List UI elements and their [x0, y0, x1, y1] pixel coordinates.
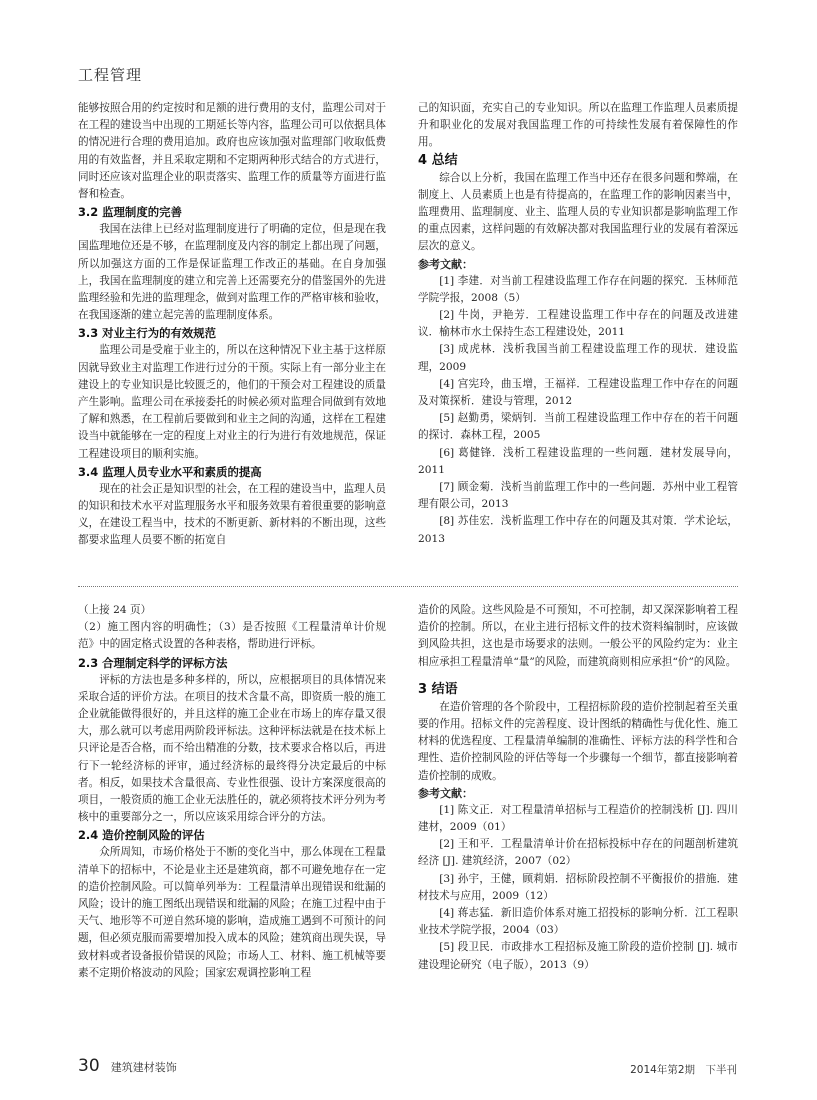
reference-item: [1] 李建．对当前工程建设监理工作存在问题的探究．玉林师范学院学报，2008（5） — [418, 274, 738, 304]
paragraph: 评标的方法也是多种多样的，所以，应根据项目的具体情况来采取合适的评价方法。在项目的技术含量不高，即资质一般的施工企业就能做得很好的，并且这样的施工企业在市场上的库存量又很大，那么就可以考虑用两阶段评标法。这种评标法就是在技术标上只评论是否合格，而不给出精准的分数，技术要求合格以后，再进行下一轮经济标的评审，通过经济标的最终得分决定最后的中标者。相反，如果技术含量很高、专业性很强、设计方案深度很高的项目，一般资质的施工企业无法胜任的，就必须将技术评分列为考核中的重要部分之一，所以应该采用综合评分的方法。 — [78, 673, 386, 824]
paragraph: 造价的风险。这些风险是不可预知，不可控制，却又深深影响着工程造价的控制。所以，在业主进行招标文件的技术资料编制时，应该做到风险共担，这也是市场要求的法则。一般公平的风险约定为：业主相应承担工程量清单“量”的风险，而建筑商则相应承担“价”的风险。 — [418, 604, 738, 668]
paragraph: 在造价管理的各个阶段中，工程招标阶段的造价控制起着至关重要的作用。招标文件的完善程度、设计图纸的精确性与优化性、施工材料的优选程度、工程量清单编制的准确性、评标方法的科学性和合理性、造价控制风险的评估等每一个步骤每一个细节，都直接影响着造价控制的成败。 — [418, 700, 738, 782]
section-heading-3-2: 3.2 监理制度的完善 — [78, 205, 182, 220]
page-number: 30 — [78, 1056, 100, 1076]
lower-left-column — [78, 602, 386, 982]
reference-item: [7] 顾金菊．浅析当前监理工作中的一些问题．苏州中业工程管理有限公司，2013 — [418, 481, 738, 511]
section-heading-3-4: 3.4 监理人员专业水平和素质的提高 — [78, 464, 262, 479]
continuation-note: （上接 24 页） — [78, 604, 152, 616]
paragraph: 监理公司是受雇于业主的，所以在这种情况下业主基于这样原因就导致业主对监理工作进行过分的干预。实际上有一部分业主在建设上的专业知识是比较匮乏的，他们的干预会对工程建设的质量产生影响。监理公司在承接委托的时候必须对监理合同做到有效地了解和熟悉，在工程前后要做到和业主之间的沟通，这样在工程建设当中就能够在一定的程度上对业主的行为进行有效地规范，保证工程建设项目的顺利实施。 — [78, 344, 386, 460]
reference-item: [5] 段卫民．市政排水工程招标及施工阶段的造价控制 [J]. 城市建设理论研究（电子版），2013（9） — [418, 941, 738, 971]
footer-left — [78, 1056, 177, 1076]
reference-item: [3] 成虎林．浅析我国当前工程建设监理工作的现状．建设监理，2009 — [418, 343, 738, 373]
reference-item: [6] 葛健锋．浅析工程建设监理的一些问题．建材发展导向，2011 — [418, 446, 738, 476]
reference-item: [4] 宫宪玲，曲玉增，王福祥．工程建设监理工作中存在的问题及对策探析．建设与管理，2012 — [418, 377, 738, 408]
journal-name: 建筑建材装饰 — [110, 1061, 177, 1074]
paragraph: 我国在法律上已经对监理制度进行了明确的定位，但是现在我国监理地位还是不够，在监理制度及内容的制定上都出现了问题，所以加强这方面的工作是保证监理工作改正的基础。在自身加强上，我国在监理制度的建立和完善上还需要充分的借鉴国外的先进监理经验和先进的监理理念，做到对监理工作的严格审核和验收，在我国逐渐的建立起完善的监理制度体系。 — [78, 223, 386, 322]
paragraph: 己的知识面，充实自己的专业知识。所以在监理工作监理人员素质提升和职业化的发展对我国监理工作的可持续性发展有着保障性的作用。 — [418, 102, 738, 149]
reference-item: [5] 赵勤勇，梁炳钊．当前工程建设监理工作中存在的若干问题的探讨．森林工程，2005 — [418, 412, 738, 442]
section-heading-2-4: 2.4 造价控制风险的评估 — [78, 828, 205, 843]
section-heading-2-3: 2.3 合理制定科学的评标方法 — [78, 655, 228, 670]
reference-item: [2] 王和平．工程量清单计价在招标投标中存在的问题剖析建筑经济 [J]. 建筑经济，2007（02） — [418, 838, 738, 868]
paragraph: （2）施工图内容的明确性；（3）是否按照《工程量清单计价规范》中的固定格式设置的各种表格，帮助进行评标。 — [78, 621, 386, 651]
reference-item: [3] 孙宇，王健，顾莉娟．招标阶段控制不平衡报价的措施．建材技术与应用，2009（12） — [418, 872, 738, 902]
references-title: 参考文献： — [418, 257, 473, 271]
paragraph: 综合以上分析，我国在监理工作当中还存在很多问题和弊端，在制度上、人员素质上也是有待提高的，在监理工作的影响因素当中，监理费用、监理制度、业主、监理人员的专业知识都是影响监理工作的重点因素，这样问题的有效解决都对我国监理行业的发展有着深远层次的意义。 — [418, 171, 738, 253]
section-heading-3-3: 3.3 对业主行为的有效规范 — [78, 326, 217, 341]
section-header: 工程管理 — [78, 66, 143, 84]
reference-item: [8] 苏佳宏．浅析监理工作中存在的问题及其对策．学术论坛，2013 — [418, 515, 738, 545]
article-divider — [78, 586, 738, 587]
paragraph: 现在的社会正是知识型的社会，在工程的建设当中，监理人员的知识和技术水平对监理服务水平和服务效果有着很重要的影响意义，在建设工程当中，技术的不断更新、新材料的不断出现，这些都要求监理人员要不断的拓宽自 — [78, 482, 386, 547]
reference-item: [2] 牛岗，尹艳芳．工程建设监理工作中存在的问题及改进建议．榆林市水土保持生态工程建设处，2011 — [418, 309, 738, 339]
upper-right-column — [418, 100, 738, 548]
paragraph: 众所周知，市场价格处于不断的变化当中，那么体现在工程量清单下的招标中，不论是业主还是建筑商，都不可避免地存在一定的造价控制风险。可以简单列举为：工程量清单出现错误和纰漏的风险；设计的施工图纸出现错误和纰漏的风险；在施工过程中由于天气、地形等不可逆自然环境的影响，造成施工遇到不可预计的问题，但必须克服而需要增加投入成本的风险；建筑商出现失误，导致材料或者设备报价错误的风险；市场人工、材料、施工机械等要素不定期价格波动的风险；国家宏观调控影响工程 — [78, 846, 386, 979]
section-heading-4: 4 总结 — [418, 152, 458, 168]
issue-label: 2014年第2期 下半刊 — [630, 1064, 737, 1076]
paragraph: 能够按照合用的约定按时和足额的进行费用的支付，监理公司对于在工程的建设当中出现的工期延长等内容，监理公司可以依据具体的情况进行合理的费用追加。政府也应该加强对监理部门收取低费用的有效监督，并且采取定期和不定期两种形式结合的方式进行，同时还应该对监理企业的职责落实、监理工作的质量等方面进行监督和检查。 — [78, 102, 386, 201]
upper-left-column — [78, 100, 386, 550]
section-heading-3: 3 结语 — [418, 681, 458, 697]
reference-item: [1] 陈文正．对工程量清单招标与工程造价的控制浅析 [J]. 四川建材，2009（01） — [418, 803, 738, 834]
reference-item: [4] 蒋志猛．新旧造价体系对施工招投标的影响分析．江工程职业技术学院学报，2004（03） — [418, 907, 738, 937]
lower-right-column — [418, 602, 738, 974]
references-title: 参考文献： — [418, 786, 473, 800]
